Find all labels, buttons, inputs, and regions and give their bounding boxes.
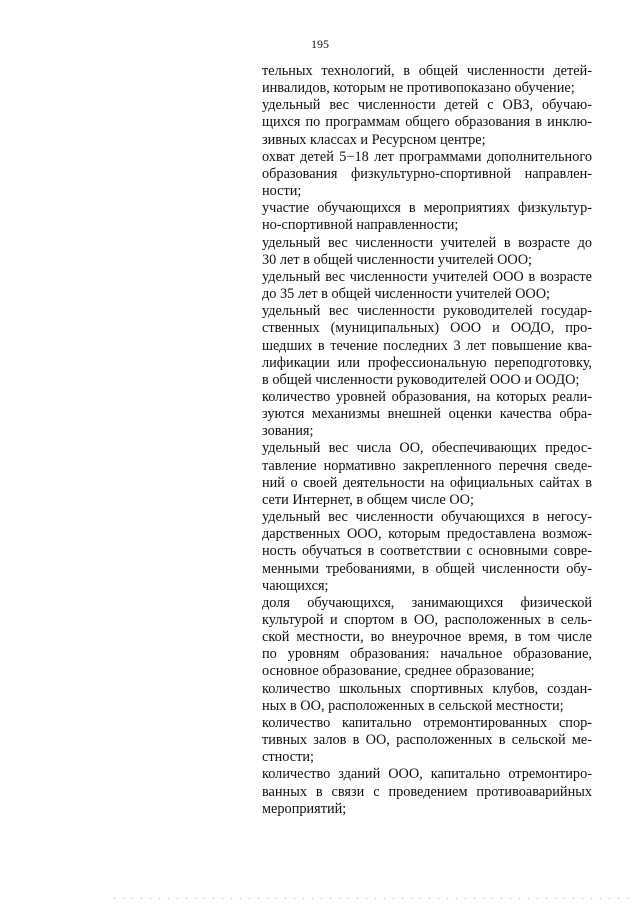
- text-line: 30 лет в общей численности учителей ООО;: [262, 251, 533, 268]
- text-line: чающихся;: [262, 577, 329, 594]
- text-line: количество зданий ООО, капитально отремонтиро-: [262, 766, 592, 783]
- text-line: культурой и спортом в ОО, расположенных в сель-: [262, 612, 592, 628]
- text-line: ской местности, во внеурочное время, в том числе: [262, 629, 592, 646]
- text-line: по уровням образования: начальное образование,: [262, 646, 592, 663]
- text-line: охват детей 5−18 лет программами дополнительного: [262, 148, 592, 165]
- text-line: до 35 лет в общей численности учителей ООО;: [262, 286, 551, 303]
- text-line: доля обучающихся, занимающихся физической: [262, 594, 592, 611]
- text-line: но-спортивной направленности;: [262, 217, 459, 234]
- text-line: удельный вес численности учителей ООО в возрасте: [262, 268, 592, 285]
- text-line: удельный вес численности учителей в возрасте до: [262, 234, 592, 251]
- document-body-text: [262, 63, 592, 818]
- text-line: тавление нормативно закрепленного перечня сведе-: [262, 457, 592, 474]
- text-line: удельный вес численности детей с ОВЗ, обучаю-: [262, 97, 592, 114]
- text-line: количество капитально отремонтированных спор-: [262, 714, 592, 731]
- text-line: дарственных ООО, которым предоставлена возмож-: [262, 526, 592, 543]
- text-line: ности;: [262, 183, 302, 200]
- text-line: лификации или профессиональную переподготовку,: [262, 354, 592, 371]
- text-line: мероприятий;: [262, 800, 347, 817]
- text-line: тивных залов в ОО, расположенных в сельской ме-: [262, 732, 592, 749]
- text-line: тельных технологий, в общей численности детей-: [262, 63, 592, 79]
- text-line: количество школьных спортивных клубов, создан-: [262, 680, 592, 697]
- text-line: основное образование, среднее образование;: [262, 663, 535, 680]
- text-line: менными требованиями, в общей численности обу-: [262, 560, 592, 577]
- text-line: удельный вес численности руководителей государ-: [262, 303, 592, 320]
- text-line: ванных в связи с проведением противоаварийных: [262, 783, 592, 800]
- text-line: в общей численности руководителей ООО и ООДО;: [262, 371, 580, 388]
- text-line: шедших в течение последних 3 лет повышение ква-: [262, 337, 592, 354]
- text-line: ственных (муниципальных) ООО и ООДО, про-: [262, 320, 592, 337]
- text-line: удельный вес числа ОО, обеспечивающих предос-: [262, 440, 592, 457]
- text-line: щихся по программам общего образования в инклю-: [262, 114, 592, 131]
- text-line: образования физкультурно-спортивной направлен-: [262, 165, 592, 182]
- text-line: ность обучаться в соответствии с основными совре-: [262, 543, 592, 560]
- page-number: 195: [311, 37, 329, 51]
- text-line: сети Интернет, в общем числе ОО;: [262, 491, 474, 508]
- text-line: количество уровней образования, на которых реали-: [262, 388, 592, 405]
- text-line: удельный вес численности обучающихся в негосу-: [262, 509, 592, 526]
- text-line: инвалидов, которым не противопоказано обучение;: [262, 80, 575, 97]
- text-line: участие обучающихся в мероприятиях физкультур-: [262, 200, 592, 217]
- text-line: зивных классах и Ресурсном центре;: [262, 131, 486, 148]
- text-line: зуются механизмы внешней оценки качества обра-: [262, 406, 592, 423]
- text-line: ний о своей деятельности на официальных сайтах в: [262, 474, 592, 491]
- text-line: стности;: [262, 749, 314, 766]
- scan-artifact-dots: [110, 897, 630, 900]
- text-line: зования;: [262, 423, 314, 440]
- text-line: ных в ОО, расположенных в сельской местности;: [262, 697, 564, 714]
